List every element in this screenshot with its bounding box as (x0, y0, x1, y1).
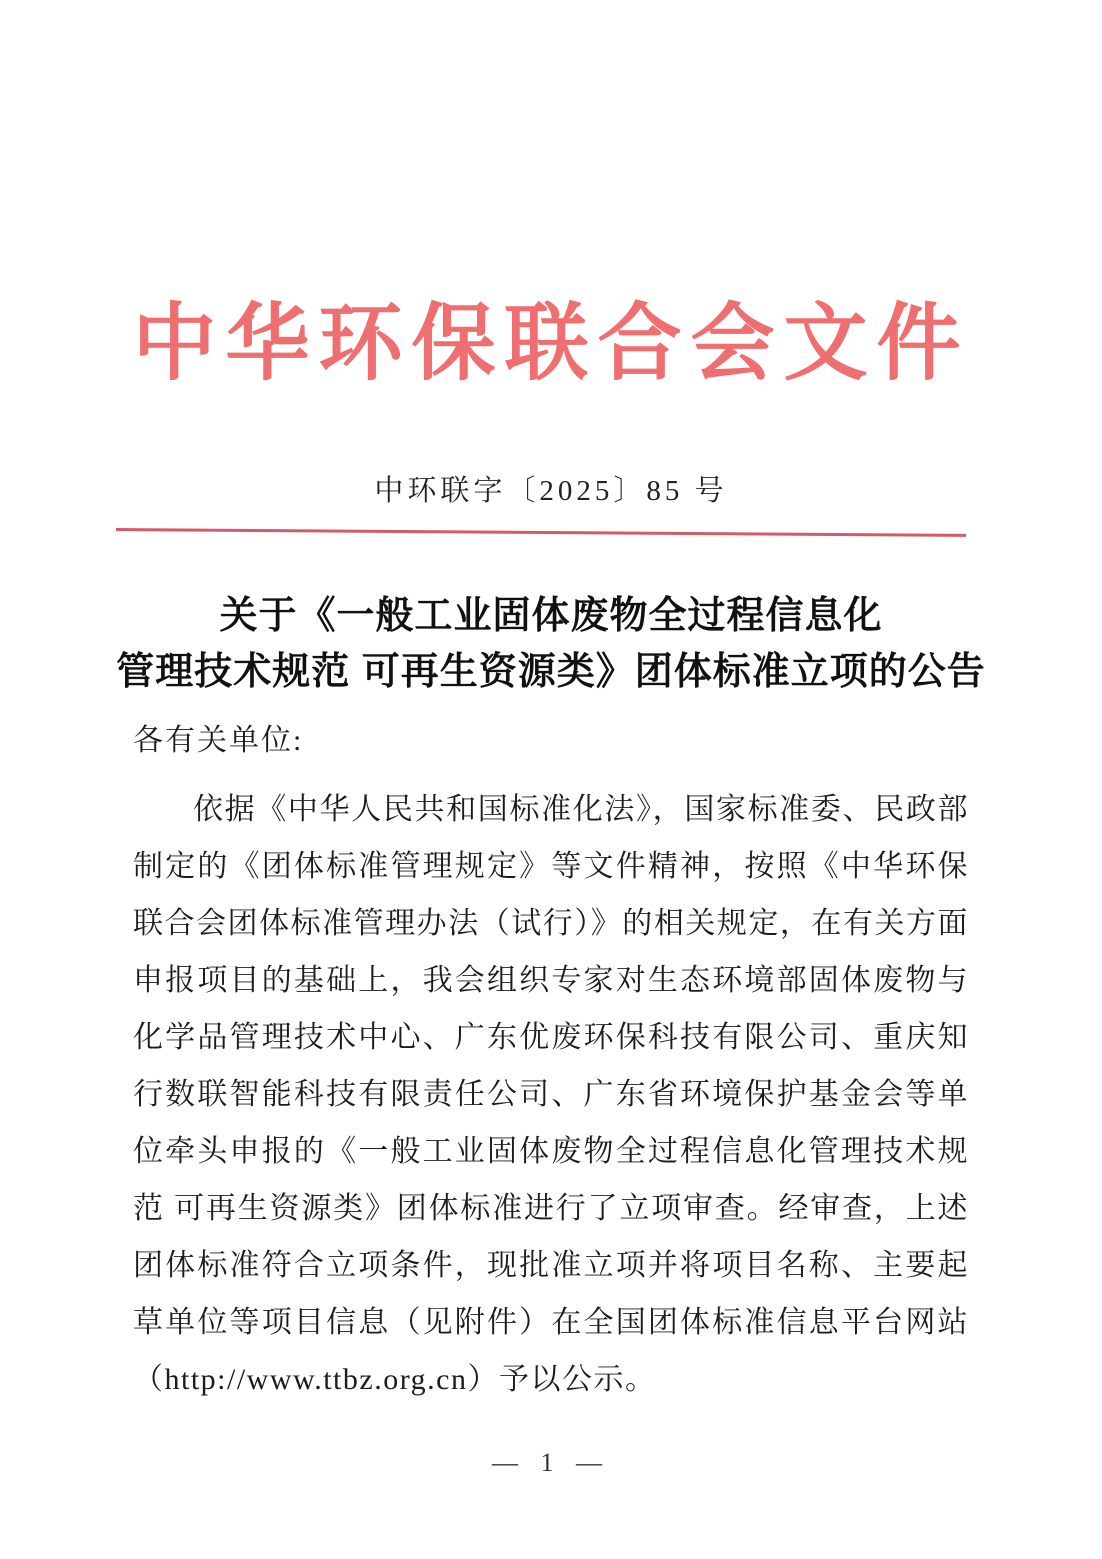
red-divider-line (116, 528, 966, 537)
letterhead-org-title: 中华环保联合会文件 (132, 298, 970, 391)
document-body (133, 712, 969, 1408)
body-paragraph: 依据《中华人民共和国标准化法》，国家标准委、民政部制定的《团体标准管理规定》等文件精神，按照《中华环保联合会团体标准管理办法（试行）》的相关规定，在有关方面申报项目的基础上，我会组织专家对生态环境部固体废物与化学品管理技术中心、广东优废环保科技有限公司、重庆知行数联智能科技有限责任公司、广东省环境保护基金会等单位牵头申报的《一般工业固体废物全过程信息化管理技术规范 可再生资源类》团体标准进行了立项审查。经审查，上述团体标准符合立项条件，现批准立项并将项目名称、主要起草单位等项目信息（见附件）在全国团体标准信息平台网站（http://www.ttbz.org.cn）予以公示。 (133, 793, 969, 1396)
page-number: — 1 — (492, 1448, 610, 1477)
salutation: 各有关单位: (133, 724, 304, 757)
document-title-line2: 管理技术规范 可再生资源类》团体标准立项的公告 (116, 651, 986, 693)
document-number: 中环联字〔2025〕85 号 (374, 475, 728, 507)
document-title-line1: 关于《一般工业固体废物全过程信息化 (219, 595, 883, 637)
document-title (90, 588, 1012, 700)
